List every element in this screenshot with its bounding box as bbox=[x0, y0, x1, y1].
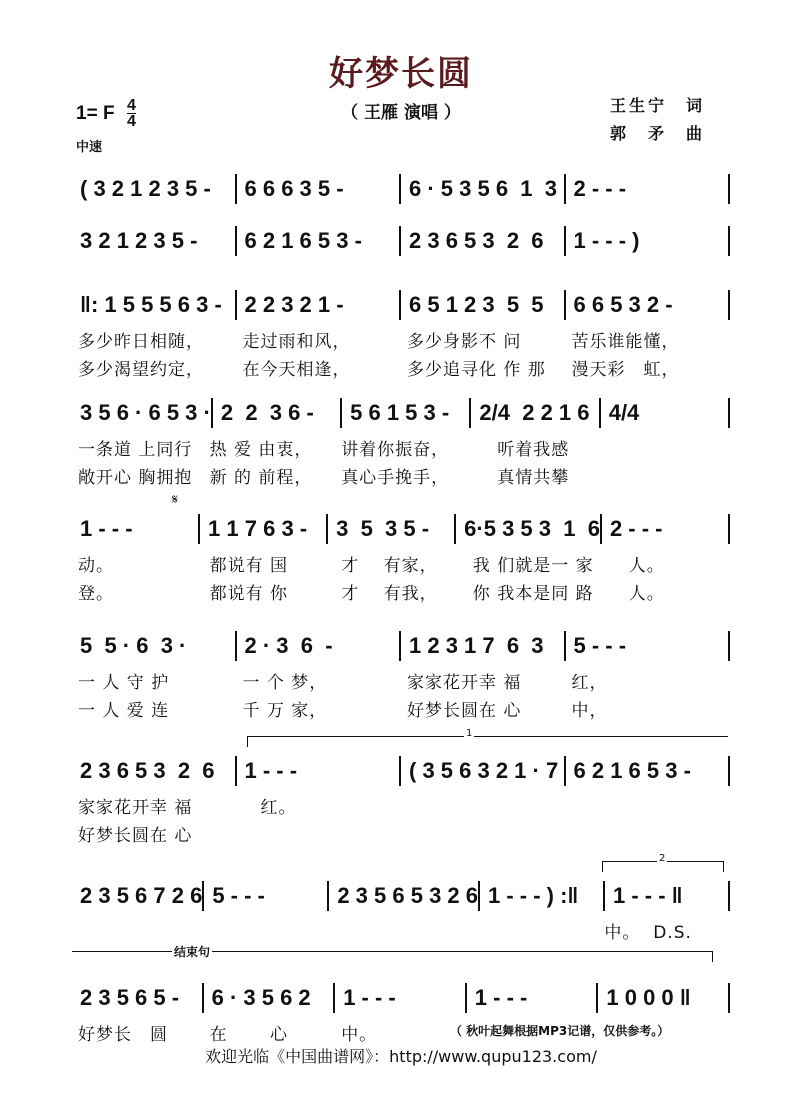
staff-system bbox=[72, 728, 730, 850]
lyric: 在 心 bbox=[209, 1025, 288, 1045]
measure: 2 - - - bbox=[602, 514, 730, 544]
measure: 1 0 0 0 ‖ bbox=[598, 983, 730, 1013]
lyrics-row-2 bbox=[72, 464, 730, 492]
lyric: 真心手挽手， bbox=[341, 468, 450, 488]
tempo: 中速 bbox=[76, 140, 103, 155]
measure: ‖: 1 5 5 5 6 3 - bbox=[72, 290, 237, 320]
lyric: 人。 bbox=[604, 584, 665, 604]
notes-row bbox=[72, 174, 730, 204]
lyric: 一条道 上同行 bbox=[78, 440, 193, 460]
lyric: 漫天彩 虹， bbox=[571, 360, 680, 380]
lyric: 多少身影不 问 bbox=[407, 332, 522, 352]
lyric: 好梦长 圆 bbox=[78, 1025, 168, 1045]
lyric: 一 人 爱 连 bbox=[78, 701, 170, 721]
measure: 1 - - - ‖ bbox=[605, 881, 730, 911]
measure: 6 · 3 5 6 2 bbox=[204, 983, 336, 1013]
lyric: 都说有 国 bbox=[209, 556, 288, 576]
measure: 6 · 5 3 5 6 1 3 bbox=[401, 174, 566, 204]
staff-system bbox=[72, 631, 730, 725]
measure: ( 3 5 6 3 2 1 · 7 bbox=[401, 756, 566, 786]
volta-bracket-2 bbox=[602, 853, 724, 872]
lyric: 都说有 你 bbox=[209, 584, 288, 604]
measure: 1 2 3 1 7 6 3 bbox=[401, 631, 566, 661]
lyric: 多少渴望约定， bbox=[78, 360, 204, 380]
measure: 2 3 6 5 3 2 6 bbox=[401, 226, 566, 256]
lyric: 新 的 前程， bbox=[209, 468, 313, 488]
lyricist: 王生宁 词 bbox=[610, 96, 706, 115]
measure: 2 3 5 6 5 - bbox=[72, 983, 204, 1013]
lyric: 真情共攀 bbox=[472, 468, 570, 488]
lyric: 我 们就是一 家 bbox=[472, 556, 594, 576]
segno-icon: 𝄋 bbox=[172, 492, 179, 508]
lyric: 动。 bbox=[78, 556, 114, 576]
lyrics-row-1 bbox=[72, 436, 730, 464]
measure: 1 1 7 6 3 - bbox=[200, 514, 328, 544]
lyric: 红。 bbox=[242, 798, 297, 818]
lyric: 中。 bbox=[341, 1025, 378, 1045]
lyrics-row-1 bbox=[72, 552, 730, 580]
staff-system bbox=[72, 226, 730, 256]
measure: 2 3 5 6 7 2 6 bbox=[72, 881, 204, 911]
lyric: 你 我本是同 路 bbox=[472, 584, 594, 604]
lyric: 人。 bbox=[604, 556, 665, 576]
lyric: 多少追寻化 作 那 bbox=[407, 360, 546, 380]
measure: 2 2 3 2 1 - bbox=[237, 290, 402, 320]
measure: 3 5 6 · 6 5 3 · bbox=[72, 398, 213, 428]
footer: 欢迎光临《中国曲谱网》：http://www.qupu123.com/ bbox=[205, 1047, 597, 1066]
credits bbox=[610, 92, 705, 148]
lyric: 一 人 守 护 bbox=[78, 673, 170, 693]
song-title: 好梦长圆 bbox=[329, 54, 473, 94]
measure: 1 - - - ) bbox=[566, 226, 731, 256]
transcriber-note: （ 秋叶起舞根据MP3记谱，仅供参考。） bbox=[450, 1024, 670, 1038]
measure: 1 - - - bbox=[335, 983, 467, 1013]
composer: 郭 矛 曲 bbox=[610, 124, 706, 143]
lyric: 千 万 家， bbox=[242, 701, 328, 721]
measure: 2 2 3 6 - bbox=[213, 398, 342, 428]
notes-row bbox=[72, 881, 730, 911]
staff-system bbox=[72, 398, 730, 492]
measure: 2 - - - bbox=[566, 174, 731, 204]
lyric: 家家花开幸 福 bbox=[78, 798, 193, 818]
measure: 5 - - - bbox=[566, 631, 731, 661]
measure: 6 6 6 3 5 - bbox=[237, 174, 402, 204]
lyric: 才 有家， bbox=[341, 556, 438, 576]
lyric: 敞开心 胸拥抱 bbox=[78, 468, 193, 488]
lyric: 中。 D.S. bbox=[604, 923, 692, 943]
measure: 1 - - - bbox=[467, 983, 599, 1013]
measure: 1 - - - bbox=[237, 756, 402, 786]
lyric: 红， bbox=[571, 673, 608, 693]
measure: 6·5 3 5 3 1 6 bbox=[456, 514, 602, 544]
ending-bracket bbox=[72, 945, 713, 962]
lyric: 家家花开幸 福 bbox=[407, 673, 522, 693]
staff-system bbox=[72, 290, 730, 384]
measure: 6 5 1 2 3 5 5 bbox=[401, 290, 566, 320]
lyrics-row-1 bbox=[72, 794, 730, 822]
lyric: 多少昨日相随， bbox=[78, 332, 204, 352]
lyric: 中， bbox=[571, 701, 608, 721]
ending-label: 结束句 bbox=[174, 945, 211, 959]
measure: 5 - - - bbox=[204, 881, 329, 911]
measure: 2 3 5 6 5 3 2 6 bbox=[329, 881, 480, 911]
meter-top: 4 bbox=[127, 97, 136, 114]
measure: 3 5 3 5 - bbox=[328, 514, 456, 544]
time-signature bbox=[127, 98, 136, 129]
lyric: 苦乐谁能懂， bbox=[571, 332, 680, 352]
measure: 6 2 1 6 5 3 - bbox=[566, 756, 731, 786]
lyric: 热 爱 由衷， bbox=[209, 440, 313, 460]
measure: 2/4 2 2 1 6 bbox=[471, 398, 600, 428]
lyrics-row-1 bbox=[72, 328, 730, 356]
measure: 1 - - - bbox=[72, 514, 200, 544]
staff-system bbox=[72, 853, 730, 947]
volta-number: 1 bbox=[466, 728, 473, 739]
notes-row bbox=[72, 290, 730, 320]
singer: （ 王雁 演唱 ） bbox=[341, 103, 461, 123]
measure: 2 · 3 6 - bbox=[237, 631, 402, 661]
notes-row bbox=[72, 631, 730, 661]
notes-row bbox=[72, 226, 730, 256]
staff-system bbox=[72, 945, 730, 1049]
lyric: 才 有我， bbox=[341, 584, 438, 604]
meter-bottom: 4 bbox=[127, 113, 136, 130]
measure: 6 2 1 6 5 3 - bbox=[237, 226, 402, 256]
measure: 3 2 1 2 3 5 - bbox=[72, 226, 237, 256]
notes-row bbox=[72, 756, 730, 786]
lyrics-row-2 bbox=[72, 697, 730, 725]
lyric: 走过雨和风， bbox=[242, 332, 351, 352]
notes-row bbox=[72, 514, 730, 544]
lyric: 登。 bbox=[78, 584, 114, 604]
lyrics-row-2 bbox=[72, 356, 730, 384]
measure: 4/4 bbox=[601, 398, 730, 428]
notes-row bbox=[72, 398, 730, 428]
notes-row bbox=[72, 983, 730, 1013]
lyric: 在今天相逢， bbox=[242, 360, 351, 380]
key-signature: 1= F bbox=[76, 103, 115, 124]
lyric: 好梦长圆在 心 bbox=[407, 701, 522, 721]
lyric: 好梦长圆在 心 bbox=[78, 826, 193, 846]
lyrics-row-2 bbox=[72, 822, 730, 850]
measure: ( 3 2 1 2 3 5 - bbox=[72, 174, 237, 204]
volta-bracket-1 bbox=[247, 728, 728, 747]
measure: 1 - - - ) :‖ bbox=[480, 881, 605, 911]
staff-system bbox=[72, 174, 730, 204]
measure: 2 3 6 5 3 2 6 bbox=[72, 756, 237, 786]
lyrics-row-2 bbox=[72, 580, 730, 608]
lyric: 听着我感 bbox=[472, 440, 570, 460]
measure: 5 5 · 6 3 · bbox=[72, 631, 237, 661]
staff-system bbox=[72, 492, 730, 608]
lyric: 讲着你振奋， bbox=[341, 440, 450, 460]
lyric: 一 个 梦， bbox=[242, 673, 328, 693]
lyrics-row-1 bbox=[72, 669, 730, 697]
measure: 5 6 1 5 3 - bbox=[342, 398, 471, 428]
lyrics-row-1 bbox=[72, 919, 730, 947]
measure: 6 6 5 3 2 - bbox=[566, 290, 731, 320]
volta-number: 2 bbox=[659, 853, 666, 864]
